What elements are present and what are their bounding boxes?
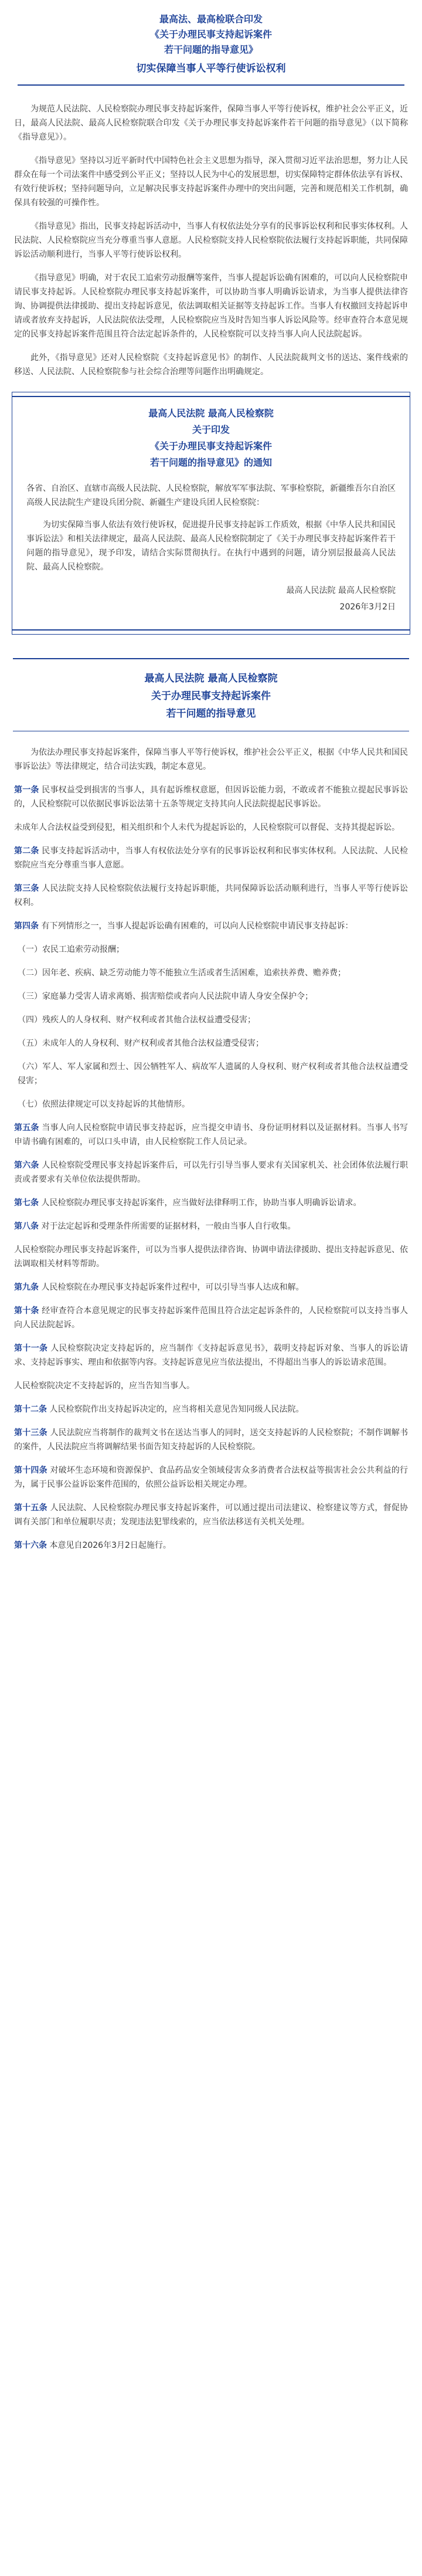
opinion-body	[0, 745, 422, 1553]
intro-paragraph: 此外，《指导意见》还对人民检察院《支持起诉意见书》的制作、人民法院裁判文书的送达、案件线索的移送、人民法院、人民检察院参与社会综合治理等问题作出明确规定。	[14, 353, 408, 377]
article-paragraph	[14, 1219, 408, 1233]
article-number: 第十一条	[14, 1344, 48, 1353]
article-number: 第三条	[14, 884, 39, 893]
notice-title	[26, 405, 396, 471]
article-number: 第八条	[14, 1222, 39, 1231]
list-item: （六）军人、军人家属和烈士、因公牺牲军人、病故军人遗属的人身权利、财产权利或者其他合法权益遭受侵害；	[18, 1062, 408, 1086]
article-number: 第一条	[14, 785, 39, 795]
article-text: 经审查符合本意见规定的民事支持起诉案件范围且符合法定起诉条件的，人民检察院可以支持当事人向人民法院起诉。	[14, 1306, 408, 1330]
list-item: （七）依照法律规定可以支持起诉的其他情形。	[18, 1100, 190, 1109]
list-item: （五）未成年人的人身权利、财产权利或者其他合法权益遭受侵害；	[18, 1039, 264, 1048]
article-paragraph	[14, 1280, 408, 1294]
opinion-title-line-3: 若干问题的指导意见	[166, 708, 256, 720]
article-number: 第十条	[14, 1306, 39, 1316]
notice-org: 最高人民法院 最高人民检察院	[148, 408, 274, 419]
notice-doc-line-2: 若干问题的指导意见》的通知	[149, 457, 272, 468]
list-item: （一）农民工追索劳动报酬；	[18, 945, 124, 954]
title-divider	[18, 84, 404, 86]
list-item: （二）因年老、疾病、缺乏劳动能力等不能独立生活或者生活困难，追索扶养费、赡养费；	[18, 968, 346, 978]
article-title-block	[0, 12, 422, 77]
article-paragraph	[14, 844, 408, 872]
intro-paragraph: 为规范人民法院、人民检察院办理民事支持起诉案件，保障当事人平等行使诉权，维护社会公平正义，近日，最高人民法院、最高人民检察院联合印发《关于办理民事支持起诉案件若干问题的指导意见》（以下简称《指导意见》）。	[14, 104, 408, 142]
article-text: 民事支持起诉活动中，当事人有权依法处分享有的民事诉讼权利和民事实体权利。人民法院、人民检察院应当充分尊重当事人意愿。	[14, 846, 408, 870]
notice-top-rule	[12, 396, 410, 397]
article-paragraph	[14, 1121, 408, 1149]
article-paragraph	[14, 1501, 408, 1529]
notice-signer: 最高人民法院 最高人民检察院	[286, 586, 396, 595]
article-text: 当事人向人民检察院申请民事支持起诉，应当提交申请书、身份证明材料以及证据材料。当事人书写申请书确有困难的，可以口头申请，由人民检察院工作人员记录。	[14, 1123, 408, 1147]
article-number: 第十六条	[14, 1541, 47, 1550]
article-text: 人民检察院办理民事支持起诉案件，应当做好法律释明工作，协助当事人明确诉讼请求。	[41, 1198, 362, 1208]
article-number: 第四条	[14, 921, 39, 931]
article-text: 人民检察院决定支持起诉的，应当制作《支持起诉意见书》，载明支持起诉对象、当事人的诉讼请求、支持起诉事实、理由和依据等内容。支持起诉意见应当依法提出，不得超出当事人的诉讼请求范围。	[14, 1344, 409, 1367]
article-number: 第十四条	[14, 1466, 47, 1475]
list-item: （四）残疾人的人身权利、财产权利或者其他合法权益遭受侵害；	[18, 1015, 256, 1025]
article-paragraph	[14, 1463, 408, 1492]
article-text: 人民法院支持人民检察院依法履行支持起诉职能，共同保障诉讼活动顺利进行，当事人平等行使诉讼权利。	[14, 884, 408, 907]
article-text: 人民法院应当将制作的裁判文书在送达当事人的同时，送交支持起诉的人民检察院；不制作调解书的案件，人民法院应当将调解结果书面告知支持起诉的人民检察院。	[14, 1428, 408, 1452]
notice-recipients: 各省、自治区、直辖市高级人民法院、人民检察院，解放军军事法院、军事检察院，新疆维吾尔自治区高级人民法院生产建设兵团分院、新疆生产建设兵团人民检察院：	[26, 484, 396, 507]
notice-box	[12, 392, 410, 635]
article-paragraph	[14, 1196, 408, 1210]
headline-subtitle: 切实保障当事人平等行使诉讼权利	[136, 63, 286, 74]
article-number: 第十五条	[14, 1503, 47, 1513]
article-text: 人民检察院在办理民事支持起诉案件过程中，可以引导当事人达成和解。	[41, 1283, 304, 1292]
article-paragraph	[14, 1379, 408, 1393]
article-paragraph	[14, 1304, 408, 1332]
article-text: 民事权益受到损害的当事人，具有起诉维权意愿，但因诉讼能力弱，不敢或者不能独立提起民事诉讼的，人民检察院可以依据民事诉讼法第十五条等规定支持其向人民法院提起民事诉讼。	[14, 785, 408, 809]
article-text: 人民法院、人民检察院办理民事支持起诉案件，可以通过提出司法建议、检察建议等方式，督促协调有关部门和单位履职尽责；发现违法犯罪线索的，应当依法移送有关机关处理。	[14, 1503, 408, 1527]
article-number: 第二条	[14, 846, 39, 856]
article-text: 有下列情形之一，当事人提起诉讼确有困难的，可以向人民检察院申请民事支持起诉：	[41, 921, 353, 931]
article-text: 对于法定起诉和受理条件所需要的证据材料，一般由当事人自行收集。	[41, 1222, 296, 1231]
article-paragraph	[14, 1243, 408, 1271]
article-number: 第五条	[14, 1123, 39, 1133]
notice-doc-line-1: 《关于办理民事支持起诉案件	[149, 440, 272, 452]
notice-body: 为切实保障当事人依法有效行使诉权，促进提升民事支持起诉工作质效，根据《中华人民共和国民事诉讼法》和相关法律规定，最高人民法院、最高人民检察院制定了《关于办理民事支持起诉案件若干问题的指导意见》，现予印发，请结合实际贯彻执行。在执行中遇到的问题，请分别层报最高人民法院、最高人民检察院。	[26, 520, 396, 572]
article-text: 人民检察院办理民事支持起诉案件，可以为当事人提供法律咨询、协调申请法律援助、提出支持起诉意见、依法调取相关材料等帮助。	[14, 1245, 408, 1269]
intro-section	[0, 102, 422, 379]
article-text: 人民检察院受理民事支持起诉案件后，可以先行引导当事人要求有关国家机关、社会团体依法履行职责或者要求有关单位依法提供帮助。	[14, 1161, 408, 1184]
notice-date: 2026年3月2日	[339, 602, 396, 612]
article-paragraph	[14, 821, 408, 835]
article-paragraph	[14, 1426, 408, 1454]
notice-bottom-rule	[12, 629, 410, 631]
article-paragraph	[14, 1402, 408, 1416]
article-paragraph	[14, 882, 408, 910]
opinion-title-line-1: 最高人民法院 最高人民检察院	[144, 673, 278, 684]
article-number: 第七条	[14, 1198, 39, 1208]
article-text: 人民检察院决定不支持起诉的，应当告知当事人。	[14, 1381, 195, 1391]
opinion-title	[0, 659, 422, 723]
article-number: 第九条	[14, 1283, 39, 1292]
article-paragraph	[14, 1538, 408, 1553]
headline-line-1: 最高法、最高检联合印发	[159, 13, 263, 25]
article-paragraph	[14, 919, 408, 933]
headline-line-3: 若干问题的指导意见》	[164, 44, 258, 55]
article-text: 对破坏生态环境和资源保护、食品药品安全领域侵害众多消费者合法权益等损害社会公共利益的行为，属于民事公益诉讼案件范围的，依照公益诉讼相关规定办理。	[14, 1466, 408, 1489]
article-paragraph	[14, 1341, 408, 1370]
article-paragraph	[14, 1158, 408, 1187]
article-text: 本意见自2026年3月2日起施行。	[49, 1541, 171, 1550]
opinion-title-line-2: 关于办理民事支持起诉案件	[151, 690, 271, 702]
article-number: 第十二条	[14, 1405, 47, 1414]
headline-line-2: 《关于办理民事支持起诉案件	[149, 29, 272, 40]
article-number: 第十三条	[14, 1428, 47, 1438]
intro-paragraph: 《指导意见》坚持以习近平新时代中国特色社会主义思想为指导，深入贯彻习近平法治思想，努力让人民群众在每一个司法案件中感受到公平正义；坚持以人民为中心的发展思想，切实保障特定群体依法享有诉权、有效行使诉权；坚持问题导向，立足解决民事支持起诉案件办理中的突出问题，完善和规范相关工作机制，确保具有较强的可操作性。	[14, 156, 408, 208]
notice-action: 关于印发	[192, 424, 230, 435]
intro-paragraph: 《指导意见》指出，民事支持起诉活动中，当事人有权依法处分享有的民事诉讼权利和民事实体权利。人民法院、人民检察院应当充分尊重当事人意愿。人民检察院支持人民检察院依法履行支持起诉职能，共同保障诉讼活动顺利进行，当事人平等行使诉讼权利。	[14, 222, 408, 259]
article-text: 人民检察院作出支持起诉决定的，应当将相关意见告知同级人民法院。	[49, 1405, 304, 1414]
article-text: 未成年人合法权益受到侵犯，相关组织和个人未代为提起诉讼的，人民检察院可以督促、支持其提起诉讼。	[14, 823, 400, 832]
article-paragraph	[14, 783, 408, 811]
intro-paragraph: 《指导意见》明确，对于农民工追索劳动报酬等案件，当事人提起诉讼确有困难的，可以向人民检察院申请民事支持起诉。人民检察院办理民事支持起诉案件，可以协助当事人明确诉讼请求，为当事人提供法律咨询、协调提供法律援助、提出支持起诉意见，依法调取相关证据等支持起诉工作。当事人有权撤回支持起诉申请或者放弃支持起诉，人民法院依法受理，人民检察院应当及时告知当事人诉讼风险等。经审查符合本意见规定的民事支持起诉案件范围且符合法定起诉条件的，人民检察院可以支持当事人向人民法院起诉。	[14, 273, 408, 339]
opinion-preamble: 为依法办理民事支持起诉案件，保障当事人平等行使诉权，维护社会公平正义，根据《中华人民共和国民事诉讼法》等法律规定，结合司法实践，制定本意见。	[14, 748, 408, 771]
list-item: （三）家庭暴力受害人请求离婚、损害赔偿或者向人民法院申请人身安全保护令；	[18, 992, 313, 1001]
article-number: 第六条	[14, 1161, 39, 1170]
